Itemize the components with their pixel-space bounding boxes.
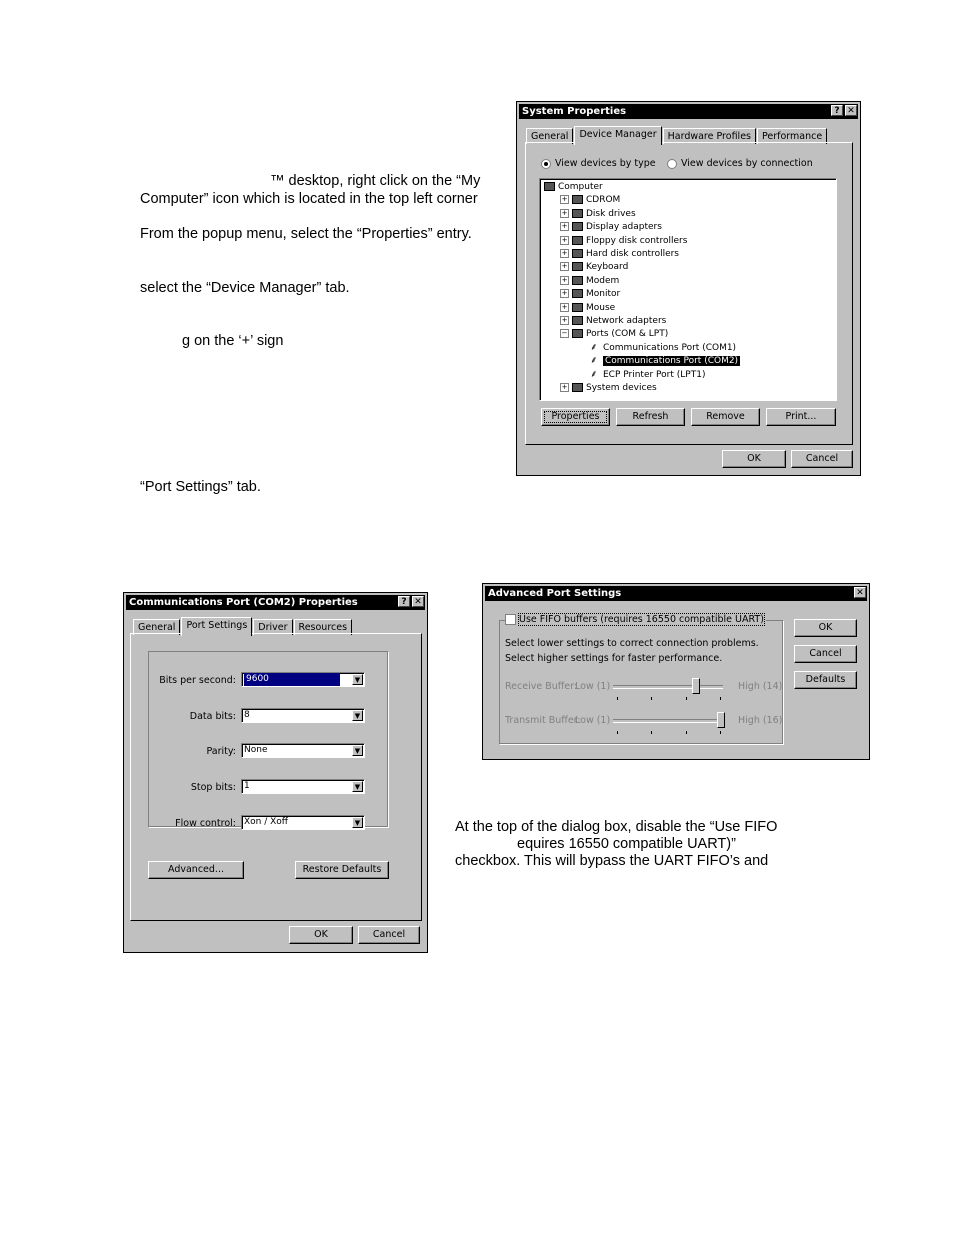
expand-icon[interactable]: + xyxy=(561,235,568,244)
doc-line-4: select the “Device Manager” tab. xyxy=(140,280,350,296)
chevron-down-icon[interactable]: ▼ xyxy=(352,674,363,685)
doc-line-2: Computer” icon which is located in the top left corner xyxy=(140,191,478,207)
receive-buffer-slider[interactable] xyxy=(613,685,723,689)
chevron-down-icon[interactable]: ▼ xyxy=(352,710,363,721)
title-bar xyxy=(126,595,425,610)
tick xyxy=(617,697,618,700)
remove-button[interactable]: Remove xyxy=(691,408,760,426)
tree-item-label: Keyboard xyxy=(586,262,629,273)
tick xyxy=(651,731,652,734)
tick xyxy=(720,731,721,734)
receive-buffer-thumb[interactable] xyxy=(692,678,700,694)
tree-item-label: CDROM xyxy=(586,195,621,206)
print-button[interactable]: Print... xyxy=(766,408,836,426)
flow-control-select[interactable]: Xon / Xoff ▼ xyxy=(241,815,365,830)
title-bar xyxy=(519,104,858,119)
tree-item-label: Computer xyxy=(558,182,603,192)
device-icon xyxy=(572,249,583,258)
tree-item[interactable] xyxy=(590,342,736,355)
cancel-button[interactable]: Cancel xyxy=(358,926,420,944)
tree-item-label: Monitor xyxy=(586,289,621,300)
parity-select[interactable]: None ▼ xyxy=(241,743,365,758)
tree-item[interactable] xyxy=(560,248,679,261)
close-button[interactable]: ✕ xyxy=(854,587,866,598)
tree-item[interactable] xyxy=(560,382,657,395)
expand-icon[interactable]: + xyxy=(561,249,568,257)
ok-button[interactable]: OK xyxy=(722,450,786,468)
defaults-button[interactable]: Defaults xyxy=(794,671,857,689)
expand-icon[interactable]: + xyxy=(561,195,568,204)
doc-line-7: At the top of the dialog box, disable the “Use FIFO xyxy=(455,819,778,835)
tab-device-manager[interactable]: Device Manager xyxy=(574,126,661,145)
tree-item-label: Display adapters xyxy=(586,222,662,233)
tree-item-label: Floppy disk controllers xyxy=(586,235,688,246)
device-icon xyxy=(544,182,555,191)
device-icon xyxy=(572,222,583,231)
device-icon xyxy=(572,289,583,298)
close-button[interactable]: ✕ xyxy=(412,596,424,607)
radio-by-type[interactable]: View devices by type xyxy=(541,158,656,169)
close-button[interactable]: ✕ xyxy=(845,105,857,116)
device-icon xyxy=(572,383,583,392)
expand-icon[interactable]: + xyxy=(561,208,568,217)
checkbox-icon xyxy=(505,614,516,625)
doc-line-5: g on the ‘+’ sign xyxy=(182,333,284,349)
port-icon: ⸙ xyxy=(590,355,598,367)
receive-buffer-label: Receive Buffer: xyxy=(505,681,578,692)
advanced-port-settings-window xyxy=(482,583,870,760)
expand-icon[interactable]: + xyxy=(561,302,568,311)
tab-port-settings[interactable]: Port Settings xyxy=(181,617,252,636)
transmit-buffer-thumb[interactable] xyxy=(717,712,725,728)
title-bar xyxy=(485,586,867,601)
collapse-icon[interactable]: − xyxy=(561,329,568,338)
device-icon xyxy=(572,195,583,204)
tree-item-label: Hard disk controllers xyxy=(586,249,679,259)
tab-general[interactable]: General xyxy=(133,619,180,635)
expand-icon[interactable]: + xyxy=(561,289,568,298)
window-title: System Properties xyxy=(522,106,627,117)
chevron-down-icon[interactable]: ▼ xyxy=(352,817,363,828)
tree-item-label: Disk drives xyxy=(586,208,636,219)
window-title: Communications Port (COM2) Properties xyxy=(129,597,358,608)
port-icon: ⸙ xyxy=(590,368,598,380)
expand-icon[interactable]: + xyxy=(561,383,568,391)
doc-line-1: ™ desktop, right click on the “My xyxy=(270,173,481,189)
tick xyxy=(651,697,652,700)
tab-general[interactable]: General xyxy=(526,128,573,144)
stop-bits-select[interactable]: 1 ▼ xyxy=(241,779,365,794)
transmit-buffer-slider[interactable] xyxy=(613,719,723,723)
chevron-down-icon[interactable]: ▼ xyxy=(352,745,363,756)
tree-item-label: Communications Port (COM2) xyxy=(605,356,739,367)
tree-item[interactable] xyxy=(560,302,615,315)
device-icon xyxy=(572,262,583,271)
tree-item[interactable] xyxy=(590,355,740,368)
tree-item-label: System devices xyxy=(586,383,657,393)
radio-icon xyxy=(667,159,677,169)
flow-control-label: Flow control: xyxy=(175,818,236,829)
tab-hardware-profiles[interactable]: Hardware Profiles xyxy=(663,128,756,144)
parity-label: Parity: xyxy=(206,746,236,757)
receive-high-label: High (14) xyxy=(738,681,783,692)
system-properties-window xyxy=(516,101,861,476)
advanced-button[interactable]: Advanced... xyxy=(148,861,244,879)
device-icon xyxy=(572,209,583,218)
device-icon xyxy=(572,236,583,245)
transmit-low-label: Low (1) xyxy=(575,715,611,726)
tree-item[interactable] xyxy=(560,235,687,248)
tree-item[interactable] xyxy=(544,181,603,194)
properties-button[interactable]: Properties xyxy=(541,408,610,426)
tab-resources[interactable]: Resources xyxy=(294,619,353,635)
window-title: Advanced Port Settings xyxy=(488,588,622,599)
tree-item[interactable] xyxy=(560,315,666,328)
tab-driver[interactable]: Driver xyxy=(253,619,292,635)
cancel-button[interactable]: Cancel xyxy=(791,450,853,468)
com2-properties-window xyxy=(123,592,428,953)
tab-performance[interactable]: Performance xyxy=(757,128,827,144)
data-bits-select[interactable]: 8 ▼ xyxy=(241,708,365,723)
device-icon xyxy=(572,303,583,312)
refresh-button[interactable]: Refresh xyxy=(616,408,685,426)
fifo-checkbox[interactable]: Use FIFO buffers (requires 16550 compatible UART) xyxy=(505,614,766,625)
doc-line-8: equires 16550 compatible UART)” xyxy=(517,836,736,852)
radio-icon xyxy=(541,159,551,169)
doc-line-3: From the popup menu, select the “Properties” entry. xyxy=(140,226,472,242)
device-icon xyxy=(572,329,583,338)
tick xyxy=(686,697,687,700)
tree-item-label: ECP Printer Port (LPT1) xyxy=(603,369,706,380)
tree-item[interactable] xyxy=(560,221,662,234)
tree-item[interactable] xyxy=(560,208,636,221)
doc-line-9: checkbox. This will bypass the UART FIFO’s and xyxy=(455,853,769,869)
help-button[interactable]: ? xyxy=(831,105,843,116)
chevron-down-icon[interactable]: ▼ xyxy=(352,781,363,792)
radio-by-connection[interactable]: View devices by connection xyxy=(667,158,813,169)
tick xyxy=(686,731,687,734)
bits-per-second-select[interactable]: 9600 ▼ xyxy=(241,672,365,687)
tree-item[interactable] xyxy=(560,288,620,301)
ok-button[interactable]: OK xyxy=(289,926,353,944)
restore-defaults-button[interactable]: Restore Defaults xyxy=(295,861,389,879)
port-icon: ⸙ xyxy=(590,341,598,353)
expand-icon[interactable]: + xyxy=(561,275,568,284)
info-text-2: Select higher settings for faster performance. xyxy=(505,653,723,664)
tick xyxy=(617,731,618,734)
ok-button[interactable]: OK xyxy=(794,619,857,637)
tree-item-label: Modem xyxy=(586,275,620,286)
stop-bits-label: Stop bits: xyxy=(190,782,236,793)
info-text-1: Select lower settings to correct connection problems. xyxy=(505,638,759,649)
device-tree[interactable] xyxy=(539,178,837,401)
expand-icon[interactable]: + xyxy=(561,316,568,324)
tree-item[interactable] xyxy=(560,261,628,274)
cancel-button[interactable]: Cancel xyxy=(794,645,857,663)
transmit-high-label: High (16) xyxy=(738,715,783,726)
tree-item[interactable] xyxy=(560,194,620,207)
help-button[interactable]: ? xyxy=(398,596,410,607)
device-icon xyxy=(572,276,583,285)
tree-item-label: Communications Port (COM1) xyxy=(603,342,737,353)
bits-per-second-label: Bits per second: xyxy=(159,675,236,686)
expand-icon[interactable]: + xyxy=(561,262,568,271)
device-icon xyxy=(572,316,583,325)
receive-low-label: Low (1) xyxy=(575,681,611,692)
tree-item[interactable] xyxy=(590,369,705,382)
tree-item[interactable] xyxy=(560,328,668,341)
tick xyxy=(720,697,721,700)
tree-item-label: Ports (COM & LPT) xyxy=(586,329,669,340)
tree-item-label: Mouse xyxy=(586,302,616,313)
data-bits-label: Data bits: xyxy=(189,711,236,722)
tree-item[interactable] xyxy=(560,275,619,288)
tree-item-label: Network adapters xyxy=(586,316,667,326)
expand-icon[interactable]: + xyxy=(561,222,568,231)
transmit-buffer-label: Transmit Buffer: xyxy=(505,715,581,726)
doc-line-6: “Port Settings” tab. xyxy=(140,479,261,495)
